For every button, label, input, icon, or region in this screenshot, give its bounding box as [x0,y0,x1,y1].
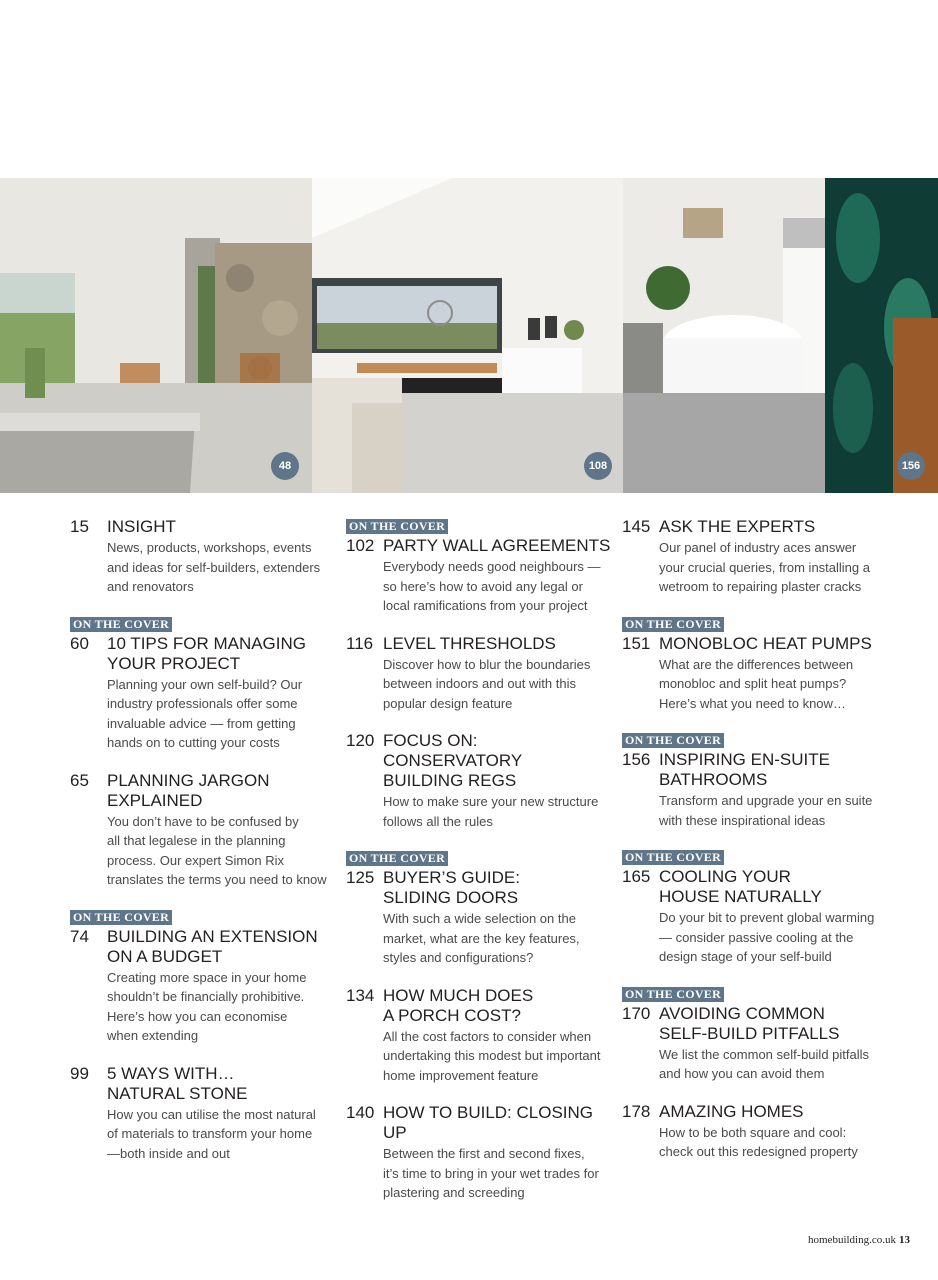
entry-title: INSIGHT [107,517,176,536]
page-number: 60 [70,633,89,653]
entry-description: How to be both square and cool: check out this redesigned property [659,1124,858,1159]
contents-entry [346,849,616,968]
entry-description: Transform and upgrade your en suite with these inspirational ideas [659,793,873,828]
contents-entry [622,731,932,830]
entry-description: Our panel of industry aces answer your crucial queries, from installing a wetroom to repairing plaster cracks [659,540,870,594]
contents-entry [622,615,932,714]
entry-description: All the cost factors to consider when undertaking this modest but important home improvement feature [383,1028,601,1083]
entry-description: You don’t have to be confused by all that legalese in the planning process. Our expert Simon Rix translates the terms you need to know [107,813,327,887]
photo-open-plan-kitchen [0,178,312,493]
entry-description: Between the first and second fixes, it’s time to bring in your wet trades for plastering and screeding [383,1146,599,1200]
page-number: 125 [346,868,375,887]
on-the-cover-tag: ON THE COVER [622,987,724,1002]
on-the-cover-tag: ON THE COVER [70,617,172,632]
on-the-cover-tag: ON THE COVER [622,733,724,748]
entry-description: We list the common self-build pitfalls and how you can avoid them [659,1046,870,1081]
entry-title: LEVEL THRESHOLDS [383,633,556,653]
entry-title: MONOBLOC HEAT PUMPS [659,633,872,653]
page-number: 120 [346,731,375,750]
on-the-cover-tag: ON THE COVER [346,519,448,534]
entry-title: ASK THE EXPERTS [659,517,816,536]
page-number: 170 [622,1003,651,1023]
contents-entry [346,517,616,616]
page-number: 140 [346,1103,375,1122]
page-badge: 48 [271,452,299,480]
contents-entry [622,985,932,1084]
page-badge: 108 [584,452,612,480]
on-the-cover-tag: ON THE COVER [622,617,724,632]
entry-description: Everybody needs good neighbours — so here’s how to avoid any legal or local ramifications from your project [383,559,601,613]
photo-dining-room [312,178,623,493]
contents-entry [70,1064,370,1164]
entry-description: Creating more space in your home shouldn’t be financially prohibitive. Here’s how you can economise when extending [107,969,307,1043]
page-number: 102 [346,536,375,555]
contents-column-2 [346,517,616,1221]
entry-title: AVOIDING COMMON SELF-BUILD PITFALLS [659,1003,840,1043]
page-badge: 156 [897,452,925,480]
entry-description: With such a wide selection on the market, what are the key features, styles and configurations? [383,911,580,965]
page-number: 134 [346,985,375,1005]
footer-page-number: 13 [899,1234,910,1246]
entry-title: HOW TO BUILD: CLOSING UP [383,1103,594,1142]
entry-title: PLANNING JARGON EXPLAINED [107,770,270,810]
contents-entry [346,986,616,1086]
page-number: 65 [70,770,89,790]
entry-description: News, products, workshops, events and ideas for self-builders, extenders and renovators [107,540,321,594]
page-number: 145 [622,517,651,536]
page-number: 15 [70,517,89,536]
page-footer [808,1234,910,1246]
entry-title: BUYER’S GUIDE: SLIDING DOORS [383,868,520,907]
on-the-cover-tag: ON THE COVER [70,910,172,925]
contents-entry [70,517,370,597]
contents-entry [622,517,932,597]
contents-entry [70,908,370,1046]
contents-entry [70,615,370,753]
page-number: 151 [622,633,651,653]
entry-title: HOW MUCH DOES A PORCH COST? [383,985,534,1025]
entry-description: How you can utilise the most natural of materials to transform your home —both inside and out [107,1106,316,1161]
page-number: 74 [70,926,89,946]
page-number: 116 [346,633,374,653]
entry-title: COOLING YOUR HOUSE NATURALLY [659,867,822,906]
on-the-cover-tag: ON THE COVER [622,850,724,865]
entry-description: Do your bit to prevent global warming — consider passive cooling at the design stage of your self-build [659,910,875,964]
entry-description: Planning your own self-build? Our industry professionals offer some invaluable advice — from getting hands on to cutting your costs [107,676,303,750]
page-number: 178 [622,1101,651,1121]
contents-entry [346,731,616,831]
entry-title: 10 TIPS FOR MANAGING YOUR PROJECT [107,633,307,673]
entry-title: INSPIRING EN-SUITE BATHROOMS [659,750,830,789]
entry-title: PARTY WALL AGREEMENTS [383,536,611,555]
contents-column-1 [70,517,370,1181]
contents-entry [346,634,616,714]
photo-bathroom [623,178,938,493]
entry-title: BUILDING AN EXTENSION ON A BUDGET [107,926,318,966]
page-number: 165 [622,867,651,886]
entry-description: How to make sure your new structure follows all the rules [383,794,599,829]
entry-title: FOCUS ON: CONSERVATORY BUILDING REGS [383,731,523,790]
page-number: 99 [70,1063,89,1083]
footer-site: homebuilding.co.uk [808,1234,896,1246]
entry-description: What are the differences between monobloc and split heat pumps? Here’s what you need to know… [659,656,854,711]
contents-entry [622,848,932,967]
contents-entry [70,771,370,890]
contents-column-3 [622,517,932,1180]
entry-title: 5 WAYS WITH… NATURAL STONE [107,1063,248,1103]
contents-entry [346,1103,616,1203]
on-the-cover-tag: ON THE COVER [346,851,448,866]
entry-title: AMAZING HOMES [659,1101,804,1121]
contents-entry [622,1102,932,1162]
entry-description: Discover how to blur the boundaries between indoors and out with this popular design feature [383,656,591,711]
page-number: 156 [622,750,651,769]
